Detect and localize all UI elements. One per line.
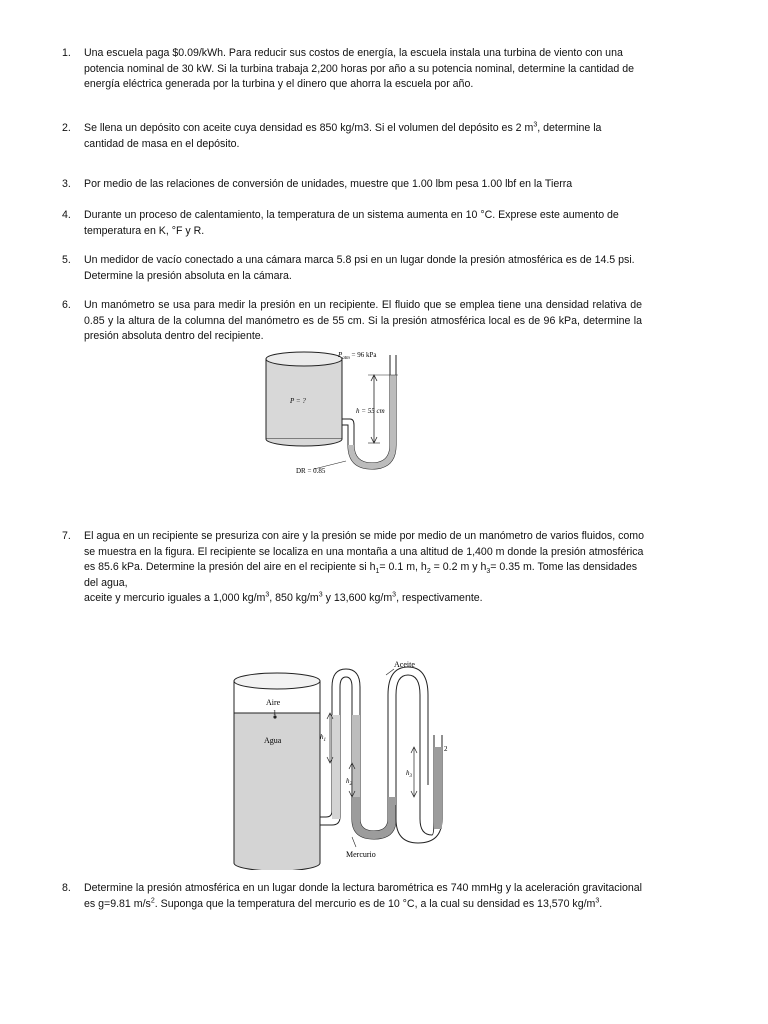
problem-text: Un manómetro se usa para medir la presión en un recipiente. El fluido que se emplea tiene una densidad relativa de 0.85 y la altura de la columna del manómetro es de 55 cm. Si la presión atmosférica local es de 96 kPa, determine la presión absoluta dentro del recipiente. — [84, 299, 642, 343]
problem-text — [84, 529, 652, 607]
aceite-label: Aceite — [394, 660, 415, 669]
relative-density-label: DR = 0.85 — [296, 467, 326, 475]
problem-number: 7. — [62, 530, 71, 542]
problem-5 — [62, 253, 642, 284]
problem-3 — [62, 177, 642, 193]
problem-number: 4. — [62, 209, 71, 221]
problem-text: Durante un proceso de calentamiento, la temperatura de un sistema aumenta en 10 °C. Exprese este aumento de temperatura en K, °F y R. — [84, 209, 619, 237]
problem-text-part: , determine la cantidad de masa en el depósito. — [84, 122, 602, 150]
problem-number: 6. — [62, 299, 71, 311]
superscript: 3 — [595, 897, 600, 905]
height-label: h = 55 cm — [356, 407, 385, 415]
problem-6 — [62, 298, 642, 345]
agua-label: Agua — [264, 736, 282, 745]
problem-text-part: , 850 kg/m — [269, 592, 319, 605]
mercurio-label: Mercurio — [346, 850, 376, 859]
problem-number: 5. — [62, 254, 71, 266]
problem-text-part: El agua en un recipiente se presuriza con aire y la presión se mide por medio de un manómetro de varios fluidos, como se muestra en la figura. El recipiente se localiza en una montaña a una altitud de 1,400 m donde la presión atmosférica es 85.6 kPa. Determine la presión del aire en el recipiente si h — [84, 530, 645, 574]
problem-4 — [62, 208, 642, 239]
superscript: 3 — [392, 591, 397, 599]
patm-label: $P_{atm} = 96$ kPa — [338, 351, 377, 361]
problem-text-part: Determine la presión atmosférica en un lugar donde la lectura barométrica es 740 mmHg y la aceleración gravitacional es g=9.81 m/s — [84, 882, 642, 910]
problem-number: 1. — [62, 47, 71, 59]
problem-text-part: Se llena un depósito con aceite cuya densidad es 850 kg/m3. Si el volumen del depósito es 2 m — [84, 122, 534, 134]
multifluid-manometer-drawing — [228, 655, 458, 870]
problem-text: Una escuela paga $0.09/kWh. Para reducir sus costos de energía, la escuela instala una turbina de viento con una potencia nominal de 30 kW. Si la turbina trabaja 2,200 horas por año a su potencia nominal, determine la cantidad de energía eléctrica generada por la turbina y el dinero que ahorra la escuela por año. — [84, 47, 635, 91]
problem-number: 2. — [62, 122, 71, 134]
problem-7 — [62, 529, 652, 607]
superscript: 3 — [265, 591, 270, 599]
problem-text: Un medidor de vacío conectado a una cámara marca 5.8 psi en un lugar donde la presión atmosférica es de 14.5 psi. Determine la presión absoluta en la cámara. — [84, 254, 635, 282]
problem-1 — [62, 46, 642, 93]
problem-number: 8. — [62, 882, 71, 894]
tank-pressure-label: P = ? — [290, 397, 306, 405]
problem-number: 3. — [62, 178, 71, 190]
problem-text — [84, 121, 642, 152]
problem-text: Por medio de las relaciones de conversión de unidades, muestre que 1.00 lbm pesa 1.00 lbf en la Tierra — [84, 178, 573, 190]
point-1-label: 1 — [273, 709, 277, 717]
problem-text-part: = 0.35 m. Tome las densidades del agua, — [84, 561, 638, 589]
problem-text-part: . — [599, 897, 603, 910]
h2-label: $h_2$ — [346, 777, 352, 787]
superscript: 2 — [150, 897, 155, 905]
aire-label: Aire — [266, 698, 281, 707]
superscript: 3 — [533, 121, 538, 129]
problem-text-part: = 0.2 m y h — [430, 561, 487, 574]
problem-text-part: , respectivamente. — [396, 592, 483, 605]
subscript: 3 — [486, 568, 491, 576]
h3-label: $h_3$ — [406, 769, 412, 779]
figure-manometer-tank — [258, 345, 428, 480]
problem-text-part: . Suponga que la temperatura del mercurio es de 10 °C, a la cual su densidad es 13,570 kg/m — [154, 897, 596, 910]
problem-2 — [62, 121, 642, 152]
problem-text-part: y 13,600 kg/m — [322, 592, 393, 605]
problem-text — [84, 881, 642, 912]
point-2-label: 2 — [444, 745, 448, 753]
superscript: 3 — [318, 591, 323, 599]
subscript: 2 — [426, 568, 431, 576]
figure-multifluid-manometer — [228, 655, 458, 870]
problem-text-part: = 0.1 m, h — [379, 561, 427, 574]
subscript: 1 — [375, 568, 380, 576]
h1-label: $h_1$ — [320, 733, 326, 743]
problem-text-part: aceite y mercurio iguales a 1,000 kg/m — [84, 592, 266, 605]
manometer-tank-drawing — [258, 345, 428, 480]
problem-8 — [62, 881, 642, 912]
